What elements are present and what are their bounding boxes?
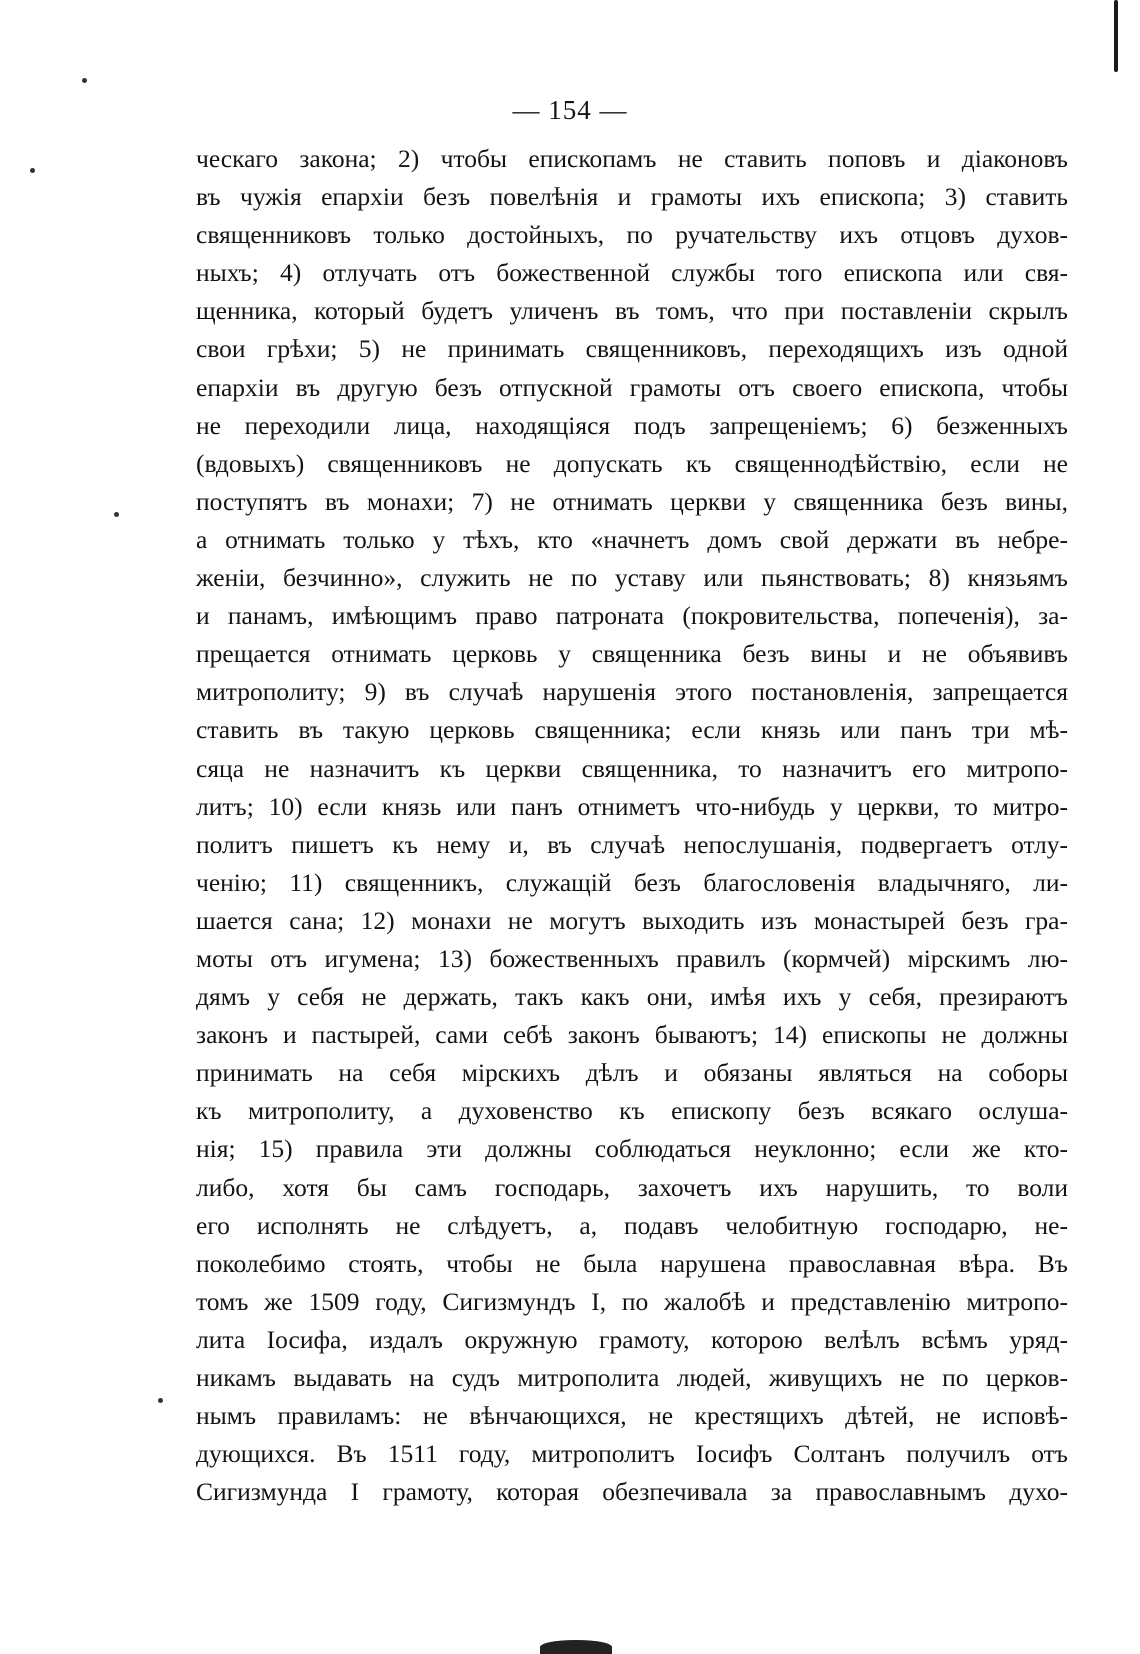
text-line: шается сана; 12) монахи не могутъ выходить изъ монастырей безъ гра- (196, 905, 1068, 935)
text-line: никамъ выдавать на судъ митрополита людей, живущихъ не по церков- (196, 1363, 1068, 1392)
text-line: епархіи въ другую безъ отпускной грамоты отъ своего епископа, чтобы (196, 372, 1068, 402)
text-line: сяца не назначитъ къ церкви священника, то назначитъ его митропо- (196, 753, 1068, 783)
text-line: ставить въ такую церковь священника; если князь или панъ три мѣ- (196, 715, 1068, 745)
text-line: принимать на себя мірскихъ дѣлъ и обязаны являться на соборы (196, 1058, 1068, 1088)
text-line: (вдовыхъ) священниковъ не допускать къ священнодѣйствію, если не (196, 448, 1068, 478)
text-line: прещается отнимать церковь у священника безъ вины и не объявивъ (196, 639, 1068, 669)
text-line: его исполнять не слѣдуетъ, а, подавъ челобитную господарю, не- (196, 1210, 1068, 1240)
print-speck (158, 1398, 163, 1403)
text-line: щенника, который будетъ уличенъ въ томъ, что при поставленіи скрылъ (196, 296, 1068, 326)
text-line: ческаго закона; 2) чтобы епископамъ не ставить поповъ и діаконовъ (196, 144, 1068, 173)
text-line: дующихся. Въ 1511 году, митрополитъ Іосифъ Солтанъ получилъ отъ (196, 1439, 1068, 1469)
body-text (196, 140, 1068, 1511)
text-line: политъ пишетъ къ нему и, въ случаѣ непослушанія, подвергаетъ отлу- (196, 829, 1068, 859)
page-number: — 154 — (512, 95, 628, 125)
text-line: не переходили лица, находящіяся подъ запрещеніемъ; 6) безженныхъ (196, 410, 1068, 440)
text-line: нымъ правиламъ: не вѣнчающихся, не крестящихъ дѣтей, не исповѣ- (196, 1401, 1068, 1431)
text-line: священниковъ только достойныхъ, по ручательству ихъ отцовъ духов- (196, 220, 1068, 250)
text-line: лита Іосифа, издалъ окружную грамоту, которою велѣлъ всѣмъ уряд- (196, 1324, 1068, 1354)
text-line: и панамъ, имѣющимъ право патроната (покровительства, попеченія), за- (196, 601, 1068, 631)
page-edge-mark (1114, 0, 1118, 72)
bottom-ornament (540, 1640, 612, 1654)
text-line: къ митрополиту, а духовенство къ епископу безъ всякаго ослуша- (196, 1096, 1068, 1126)
text-line: томъ же 1509 году, Сигизмундъ I, по жалобѣ и представленію митропо- (196, 1286, 1068, 1316)
text-line: митрополиту; 9) въ случаѣ нарушенія этого постановленія, запрещается (196, 677, 1068, 707)
print-speck (82, 78, 87, 83)
text-line: ченію; 11) священникъ, служащій безъ благословенія владычняго, ли- (196, 867, 1068, 897)
text-line: нія; 15) правила эти должны соблюдаться неуклонно; если же кто- (196, 1134, 1068, 1164)
text-line: въ чужія епархіи безъ повелѣнія и грамоты ихъ епископа; 3) ставить (196, 182, 1068, 212)
text-line: свои грѣхи; 5) не принимать священниковъ, переходящихъ изъ одной (196, 334, 1068, 364)
text-line: Сигизмунда I грамоту, которая обезпечивала за православнымъ духо- (196, 1477, 1068, 1507)
text-line: дямъ у себя не держать, такъ какъ они, имѣя ихъ у себя, презираютъ (196, 982, 1068, 1012)
print-speck (114, 512, 119, 517)
text-line: законъ и пастырей, сами себѣ законъ бываютъ; 14) епископы не должны (196, 1020, 1068, 1050)
text-line: поколебимо стоять, чтобы не была нарушена православная вѣра. Въ (196, 1248, 1068, 1278)
print-speck (30, 168, 35, 173)
text-line: а отнимать только у тѣхъ, кто «начнетъ домъ свой держати въ небре- (196, 524, 1068, 554)
text-line: женіи, безчинно», служить не по уставу или пьянствовать; 8) князьямъ (196, 563, 1068, 593)
text-line: либо, хотя бы самъ господарь, захочетъ ихъ нарушить, то воли (196, 1172, 1068, 1202)
text-line: моты отъ игумена; 13) божественныхъ правилъ (кормчей) мірскимъ лю- (196, 943, 1068, 973)
text-line: ныхъ; 4) отлучать отъ божественной службы того епископа или свя- (196, 258, 1068, 288)
text-line: литъ; 10) если князь или панъ отниметъ что-нибудь у церкви, то митро- (196, 791, 1068, 821)
text-line: поступятъ въ монахи; 7) не отнимать церкви у священника безъ вины, (196, 486, 1068, 516)
